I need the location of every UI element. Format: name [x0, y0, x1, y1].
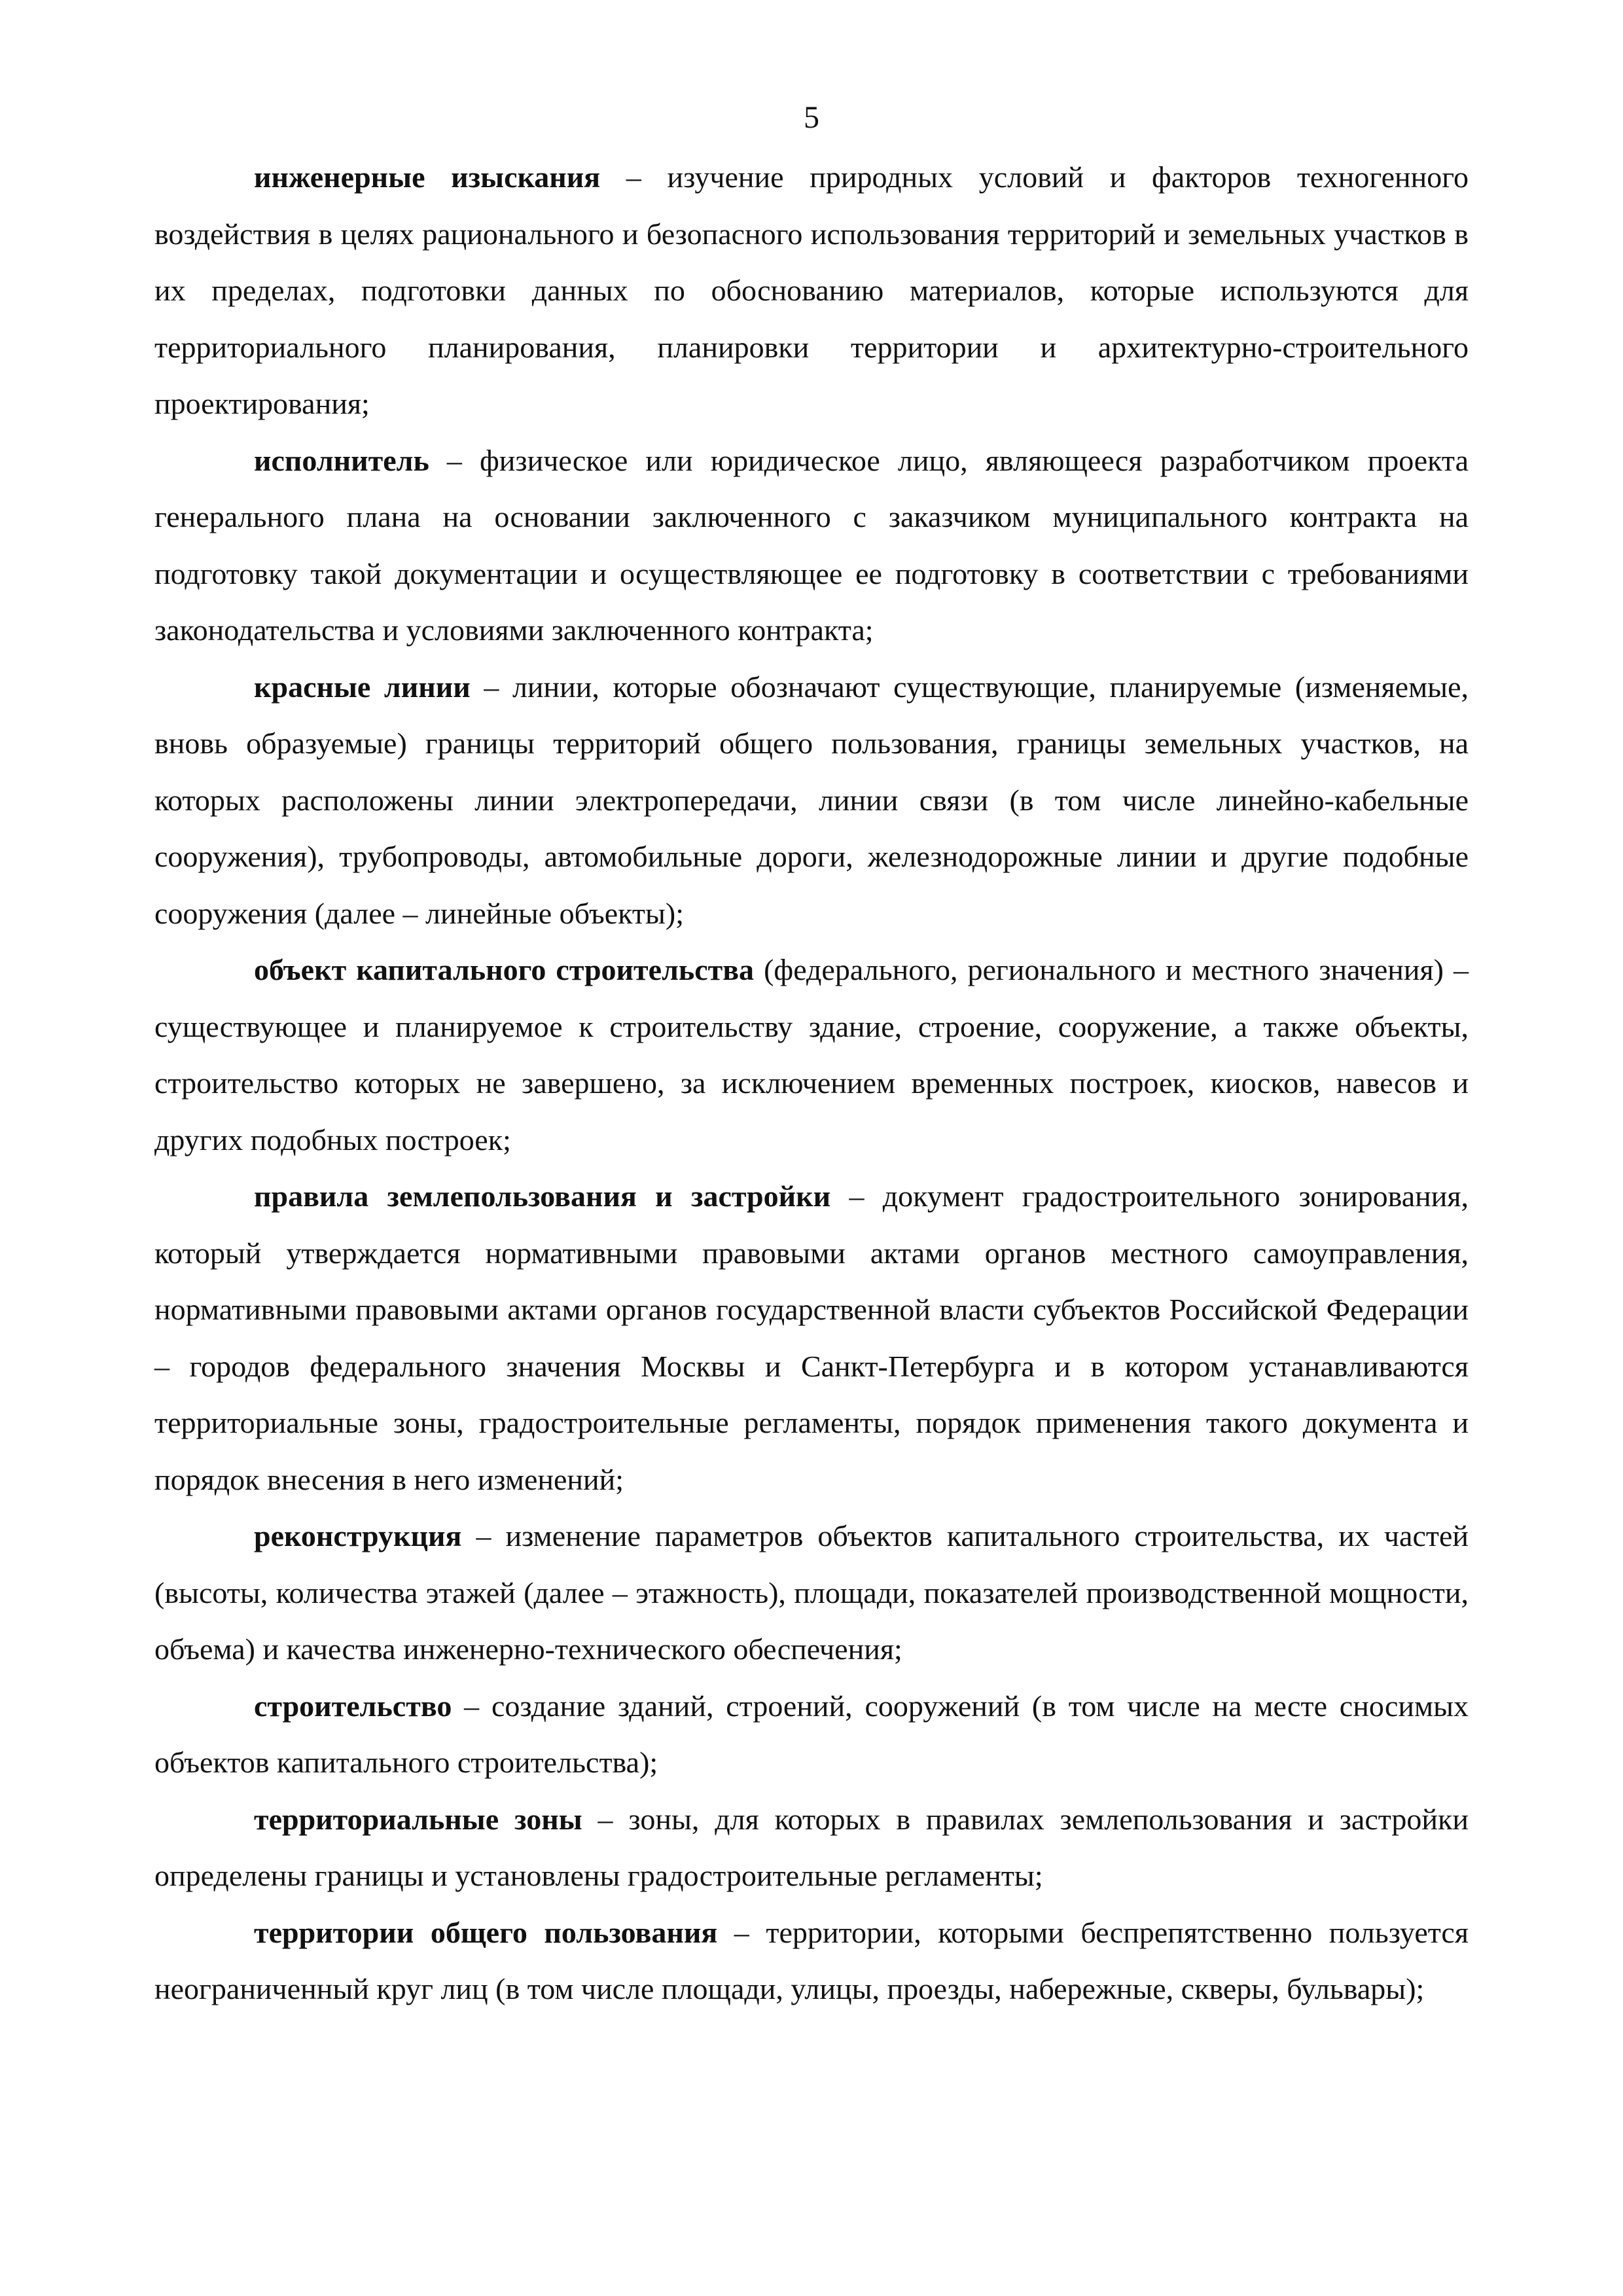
definition-text: – документ градостроительного зонирования, который утверждается нормативными правовыми актами органов местного самоуправления, нормативными правовыми актами органов государственной власти субъектов Российской Федерации – городов федерального значения Москвы и Санкт-Петербурга и в котором устанавливаются территориальные зоны, градостроительные регламенты, порядок применения такого документа и порядок внесения в него изменений; [154, 1179, 1469, 1496]
definition-text: – территории, которыми беспрепятственно пользуется неограниченный круг лиц (в том числе площади, улицы, проезды, набережные, скверы, бульвары); [154, 1915, 1469, 2005]
definition-public-territories [154, 1905, 1469, 2018]
definition-text: (федерального, регионального и местного значения) – существующее и планируемое к строительству здание, строение, сооружение, а также объекты, строительство которых не завершено, за исключением временных построек, киосков, навесов и других подобных построек; [154, 953, 1469, 1157]
definition-contractor [154, 433, 1469, 659]
definition-text: – изучение природных условий и факторов техногенного воздействия в целях рационального и безопасного использования территорий и земельных участков в их пределах, подготовки данных по обоснованию материалов, которые используются для территориального планирования, планировки территории и архитектурно-строительного проектирования; [154, 160, 1469, 420]
definition-engineering-surveys [154, 149, 1469, 433]
definition-term: реконструкция [254, 1519, 462, 1552]
definition-term: строительство [254, 1689, 452, 1723]
definition-capital-construction-object [154, 942, 1469, 1168]
definition-term: территории общего пользования [254, 1915, 718, 1949]
definition-land-use-rules [154, 1168, 1469, 1508]
definition-red-lines [154, 659, 1469, 942]
definition-term: территориальные зоны [254, 1802, 582, 1836]
definition-text: – линии, которые обозначают существующие, планируемые (изменяемые, вновь образуемые) границы территорий общего пользования, границы земельных участков, на которых расположены линии электропередачи, линии связи (в том числе линейно-кабельные сооружения), трубопроводы, автомобильные дороги, железнодорожные линии и другие подобные сооружения (далее – линейные объекты); [154, 670, 1469, 930]
definition-reconstruction [154, 1508, 1469, 1678]
definition-term: объект капитального строительства [254, 953, 755, 986]
definition-territorial-zones [154, 1791, 1469, 1905]
definition-term: инженерные изыскания [254, 160, 601, 194]
definition-text: – создание зданий, строений, сооружений (в том числе на месте сносимых объектов капитального строительства); [154, 1689, 1469, 1779]
definition-term: правила землепользования и застройки [254, 1179, 831, 1213]
definition-text: – физическое или юридическое лицо, являющееся разработчиком проекта генерального плана на основании заключенного с заказчиком муниципального контракта на подготовку такой документации и осуществляющее ее подготовку в соответствии с требованиями законодательства и условиями заключенного контракта; [154, 443, 1469, 647]
page-number: 5 [804, 100, 819, 135]
definition-term: исполнитель [254, 443, 429, 477]
definition-text: – зоны, для которых в правилах землепользования и застройки определены границы и установлены градостроительные регламенты; [154, 1802, 1469, 1892]
definition-construction [154, 1678, 1469, 1791]
document-page [154, 98, 1469, 2018]
definition-text: – изменение параметров объектов капитального строительства, их частей (высоты, количества этажей (далее – этажность), площади, показателей производственной мощности, объема) и качества инженерно-технического обеспечения; [154, 1519, 1469, 1666]
definition-term: красные линии [254, 670, 471, 704]
